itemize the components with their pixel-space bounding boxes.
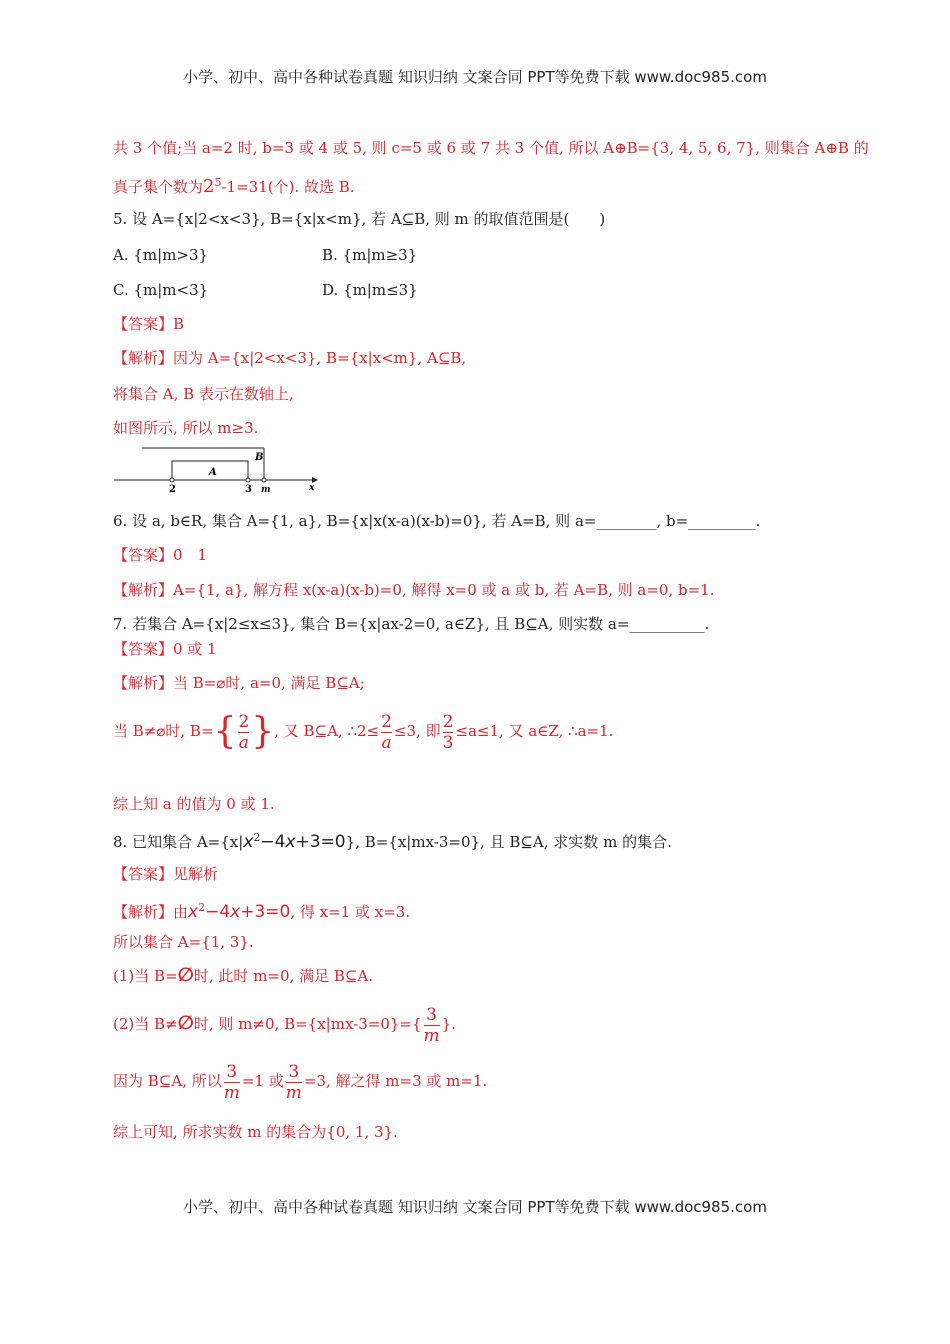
text: }, B={x|mx-3=0}, 且 B⊆A, 求实数 m 的集合.	[345, 833, 672, 851]
math-term: −4	[260, 832, 286, 852]
denominator: m	[423, 1025, 440, 1046]
text: A={1, a}, 解方程 x(x-a)(x-b)=0, 解得 x=0 或 a 或 b, 若 A=B, 则 a=0, b=1.	[173, 581, 715, 599]
power-base: 2	[203, 176, 215, 197]
point-3	[246, 478, 250, 482]
q8-analysis-2: 所以集合 A={1, 3}.	[113, 933, 254, 951]
q5-analysis-2: 将集合 A, B 表示在数轴上,	[113, 385, 294, 403]
q5-analysis-3: 如图所示, 所以 m≥3.	[113, 419, 259, 437]
text: 8. 已知集合 A={x|	[113, 833, 244, 851]
text: -1=31(个). 故选 B.	[221, 178, 355, 196]
brace-right: }	[251, 711, 275, 752]
q6-analysis	[113, 580, 714, 600]
denominator: a	[381, 732, 392, 753]
text: }.	[441, 1015, 456, 1033]
text: , 得 x=1 或 x=3.	[290, 903, 411, 921]
text: (2)当 B≠	[113, 1015, 178, 1033]
page-footer: 小学、初中、高中各种试卷真题 知识归纳 文案合同 PPT等免费下载 www.doc985.com	[183, 1198, 767, 1216]
q7-answer: 【答案】0 或 1	[113, 640, 217, 658]
point-m	[262, 478, 266, 482]
power-exp: 5	[214, 176, 222, 189]
math-term: −4	[205, 902, 231, 922]
var-x: x	[285, 832, 296, 852]
text: (1)当 B=	[113, 967, 178, 985]
brace-left: {	[213, 711, 237, 752]
exponent: 2	[198, 901, 206, 914]
q8-analysis-4	[113, 1000, 456, 1047]
var-x: x	[243, 832, 254, 852]
q6-answer: 【答案】0 1	[113, 546, 208, 564]
q8-analysis-5	[113, 1058, 487, 1104]
var-x: x	[230, 902, 241, 922]
tick-3: 3	[245, 484, 252, 494]
q5-stem: 5. 设 A={x|2<x<3}, B={x|x<m}, 若 A⊆B, 则 m 的取值范围是( )	[113, 210, 606, 228]
prev-answer-line-1: 共 3 个值;当 a=2 时, b=3 或 4 或 5, 则 c=5 或 6 或 7 共 3 个值, 所以 A⊕B={3, 4, 5, 6, 7}, 则集合 A⊕B 的	[113, 139, 869, 157]
q7-analysis-1	[113, 673, 365, 693]
point-2	[170, 478, 174, 482]
text: 当 B=⌀时, a=0, 满足 B⊆A;	[173, 674, 365, 692]
numerator: 2	[442, 711, 454, 732]
label-a: A	[209, 467, 217, 478]
denominator: a	[238, 732, 249, 753]
prev-answer-line-2	[113, 173, 355, 197]
text: 时, 此时 m=0, 满足 B⊆A.	[193, 967, 374, 985]
fraction-3-over-m	[224, 1062, 240, 1103]
numerator: 3	[224, 1062, 240, 1083]
label-b: B	[255, 452, 264, 463]
q6-stem: 6. 设 a, b∈R, 集合 A={1, a}, B={x|x(x-a)(x-b)=0}, 若 A=B, 则 a=________, b=_________.	[113, 512, 761, 530]
text: 由	[173, 903, 189, 921]
text: =1 或	[241, 1072, 284, 1090]
numerator: 2	[238, 711, 250, 732]
q5-option-c: C. {m|m<3}	[113, 281, 209, 299]
denominator: 3	[442, 732, 454, 753]
exponent: 2	[253, 831, 261, 844]
fraction-3-over-m	[286, 1062, 302, 1103]
analysis-label: 【解析】	[113, 674, 174, 692]
tick-m: m	[261, 485, 271, 494]
numerator: 3	[286, 1062, 302, 1083]
analysis-label: 【解析】	[113, 349, 174, 367]
number-line-figure	[112, 444, 322, 494]
text: =3, 解之得 m=3 或 m=1.	[303, 1072, 488, 1090]
fraction-2-over-a	[381, 712, 392, 753]
tick-2: 2	[169, 484, 176, 494]
q8-analysis-1	[113, 898, 410, 922]
numerator: 2	[381, 711, 392, 732]
q8-conclusion: 综上可知, 所求实数 m 的集合为{0, 1, 3}.	[113, 1123, 398, 1141]
denominator: m	[285, 1082, 302, 1103]
text: 当 B≠⌀时, B=	[113, 722, 214, 740]
q5-option-d: D. {m|m≤3}	[322, 281, 418, 299]
text: , 又 B⊆A, ∴2≤	[274, 722, 380, 740]
empty-set-symbol: ∅	[177, 1012, 194, 1034]
math-term: +3=0	[240, 902, 291, 922]
text: 因为 A={x|2<x<3}, B={x|x<m}, A⊆B,	[173, 349, 467, 367]
numerator: 3	[424, 1005, 440, 1026]
analysis-label: 【解析】	[113, 903, 174, 921]
q8-stem	[113, 828, 672, 852]
q5-analysis-1	[113, 348, 466, 368]
analysis-label: 【解析】	[113, 581, 174, 599]
q8-answer: 【答案】见解析	[113, 865, 219, 883]
empty-set-symbol: ∅	[177, 964, 194, 986]
text: 真子集个数为	[113, 178, 204, 196]
q7-conclusion: 综上知 a 的值为 0 或 1.	[113, 795, 275, 813]
page-header: 小学、初中、高中各种试卷真题 知识归纳 文案合同 PPT等免费下载 www.doc985.com	[183, 68, 767, 86]
var-x: x	[188, 902, 199, 922]
fraction-2-over-3	[443, 712, 454, 753]
q5-answer: 【答案】B	[113, 315, 185, 333]
q7-stem: 7. 若集合 A={x|2≤x≤3}, 集合 B={x|ax-2=0, a∈Z}, 且 B⊆A, 则实数 a=__________.	[113, 615, 710, 633]
text: 时, 则 m≠0, B={x|mx-3=0}={	[193, 1015, 422, 1033]
text: 因为 B⊆A, 所以	[113, 1072, 222, 1090]
fraction-3-over-m	[424, 1005, 440, 1046]
q7-analysis-2	[113, 708, 613, 754]
q5-option-b: B. {m|m≥3}	[322, 246, 418, 264]
math-term: +3=0	[295, 832, 346, 852]
q5-option-a: A. {m|m>3}	[113, 246, 209, 264]
q8-analysis-3	[113, 965, 373, 986]
text: ≤3, 即	[393, 722, 441, 740]
denominator: m	[223, 1082, 240, 1103]
text: ≤a≤1, 又 a∈Z, ∴a=1.	[455, 722, 614, 740]
axis-label-x: x	[309, 483, 315, 493]
fraction-2-over-a	[238, 712, 249, 753]
